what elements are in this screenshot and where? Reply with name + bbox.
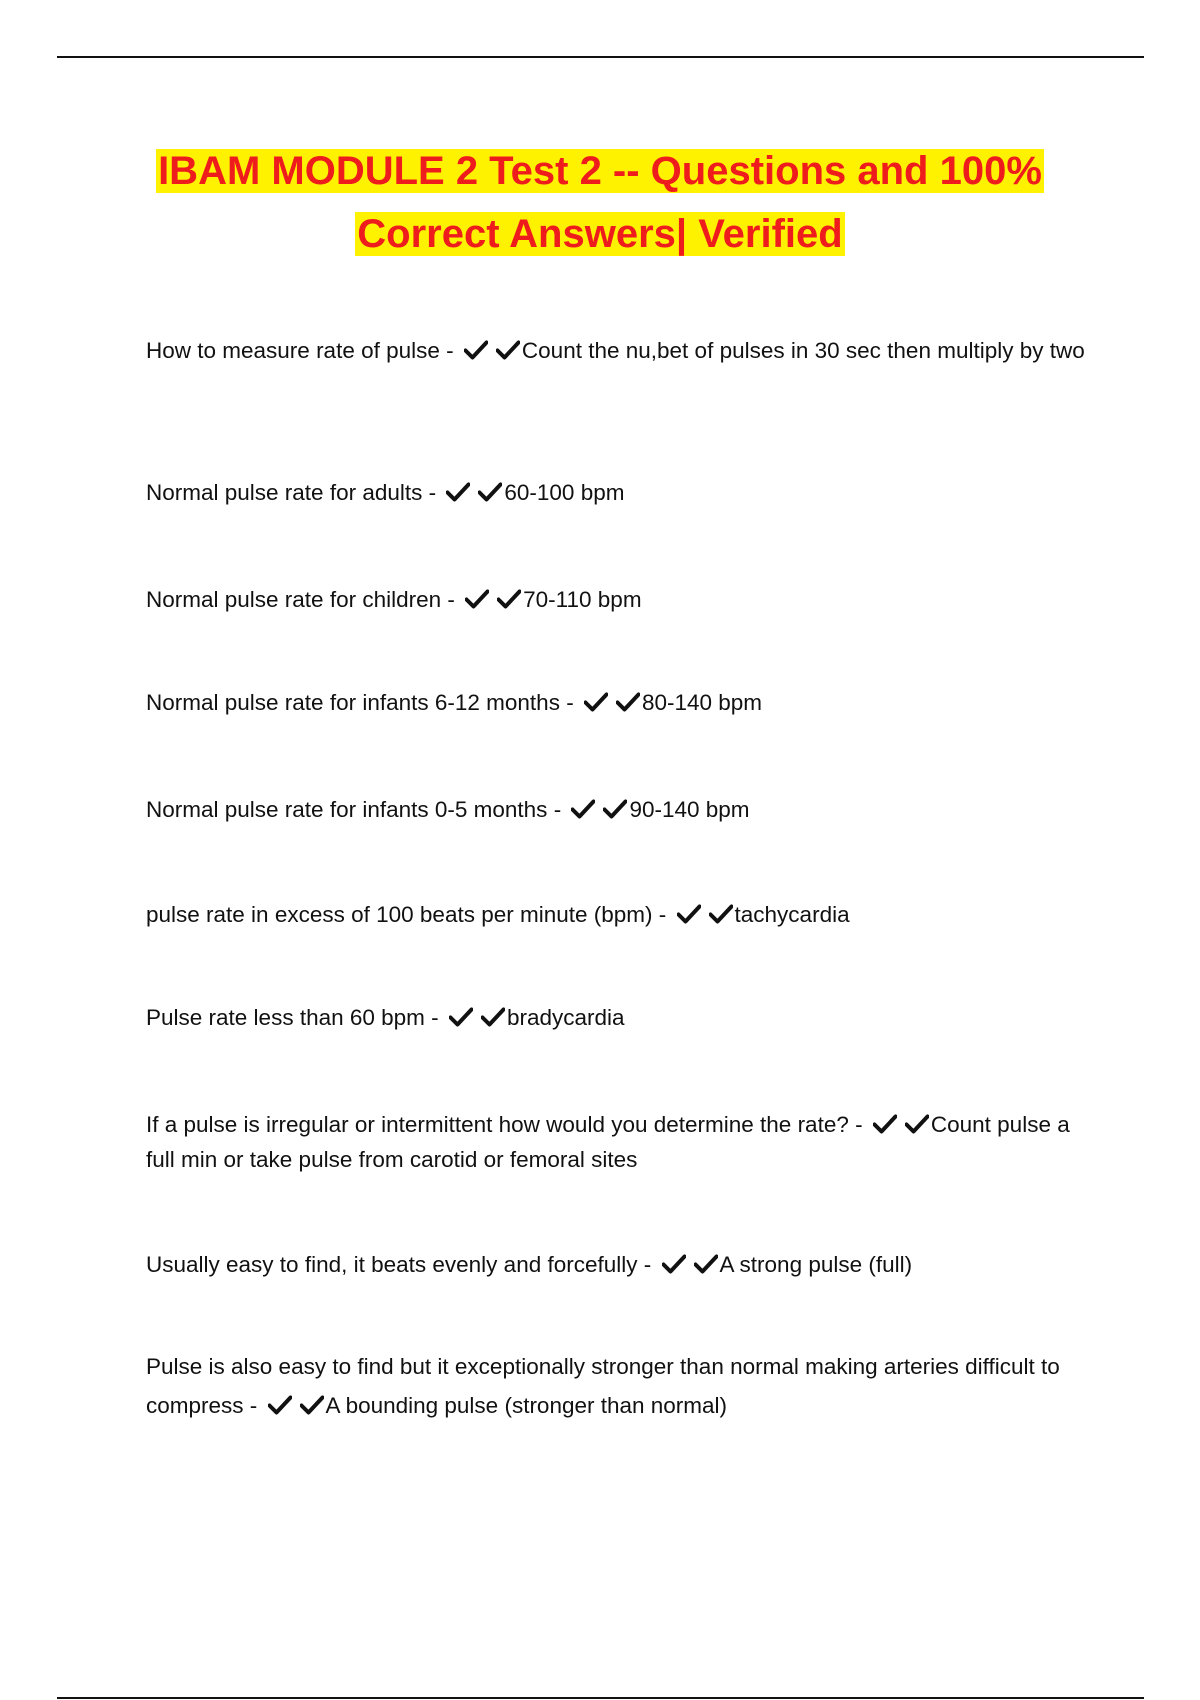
question-text: Normal pulse rate for infants 6-12 months bbox=[146, 690, 560, 715]
separator: - bbox=[439, 338, 454, 363]
check-icon bbox=[464, 340, 488, 360]
answer-text: 90-140 bpm bbox=[629, 797, 750, 822]
separator: - bbox=[848, 1112, 863, 1137]
check-icon bbox=[584, 692, 608, 712]
check-icon bbox=[300, 1395, 324, 1415]
question-text: How to measure rate of pulse bbox=[146, 338, 440, 363]
check-icon bbox=[662, 1254, 686, 1274]
check-icon bbox=[694, 1254, 718, 1274]
question-text: Usually easy to find, it beats evenly and forcefully bbox=[146, 1252, 638, 1277]
top-rule bbox=[57, 56, 1144, 58]
question-text: Pulse is also easy to find but it exceptionally stronger than normal making arteries difficult to compress bbox=[146, 1354, 1060, 1418]
separator: - bbox=[243, 1393, 258, 1418]
title-line-1: IBAM MODULE 2 Test 2 -- Questions and 100% bbox=[158, 149, 1042, 193]
check-icon bbox=[616, 692, 640, 712]
qa-item-9 bbox=[146, 1247, 1086, 1282]
check-icon bbox=[496, 340, 520, 360]
check-icon bbox=[677, 904, 701, 924]
qa-item-8 bbox=[146, 1107, 1086, 1177]
separator: - bbox=[637, 1252, 652, 1277]
qa-item-1 bbox=[146, 333, 1086, 368]
document-title bbox=[100, 140, 1100, 266]
separator: - bbox=[547, 797, 562, 822]
separator: - bbox=[441, 587, 455, 612]
question-text: Pulse rate less than 60 bpm bbox=[146, 1005, 425, 1030]
qa-item-5 bbox=[146, 792, 1086, 827]
qa-item-7 bbox=[146, 1000, 1086, 1035]
qa-item-2 bbox=[146, 475, 1086, 510]
qa-item-10 bbox=[146, 1347, 1086, 1425]
answer-text: 70-110 bpm bbox=[523, 587, 642, 612]
title-line-2: Correct Answers| Verified bbox=[357, 212, 843, 256]
check-icon bbox=[497, 589, 521, 609]
check-icon bbox=[603, 799, 627, 819]
qa-item-3 bbox=[146, 582, 1086, 617]
check-icon bbox=[268, 1395, 292, 1415]
check-icon bbox=[481, 1007, 505, 1027]
separator: - bbox=[559, 690, 574, 715]
question-text: If a pulse is irregular or intermittent how would you determine the rate? bbox=[146, 1112, 849, 1137]
question-text: Normal pulse rate for children bbox=[146, 587, 442, 612]
answer-text: 60-100 bpm bbox=[504, 480, 625, 505]
qa-item-6 bbox=[146, 897, 1086, 932]
check-icon bbox=[905, 1114, 929, 1134]
question-text: Normal pulse rate for infants 0-5 months bbox=[146, 797, 548, 822]
answer-text: A strong pulse (full) bbox=[719, 1252, 913, 1277]
separator: - bbox=[652, 902, 667, 927]
check-icon bbox=[449, 1007, 473, 1027]
check-icon bbox=[709, 904, 733, 924]
separator: - bbox=[424, 1005, 439, 1030]
check-icon bbox=[478, 482, 502, 502]
answer-text: A bounding pulse (stronger than normal) bbox=[325, 1393, 728, 1418]
check-icon bbox=[571, 799, 595, 819]
check-icon bbox=[446, 482, 470, 502]
bottom-rule bbox=[57, 1697, 1144, 1699]
check-icon bbox=[465, 589, 489, 609]
check-icon bbox=[873, 1114, 897, 1134]
question-text: pulse rate in excess of 100 beats per minute (bpm) bbox=[146, 902, 653, 927]
qa-item-4 bbox=[146, 685, 1086, 720]
answer-text: Count the nu,bet of pulses in 30 sec then multiply by two bbox=[521, 338, 1085, 363]
answer-text: tachycardia bbox=[734, 902, 850, 927]
answer-text: 80-140 bpm bbox=[641, 690, 763, 715]
separator: - bbox=[422, 480, 437, 505]
question-text: Normal pulse rate for adults bbox=[146, 480, 423, 505]
answer-text: Count pulse a full min or take pulse from carotid or femoral sites bbox=[146, 1112, 1070, 1172]
answer-text: bradycardia bbox=[506, 1005, 625, 1030]
